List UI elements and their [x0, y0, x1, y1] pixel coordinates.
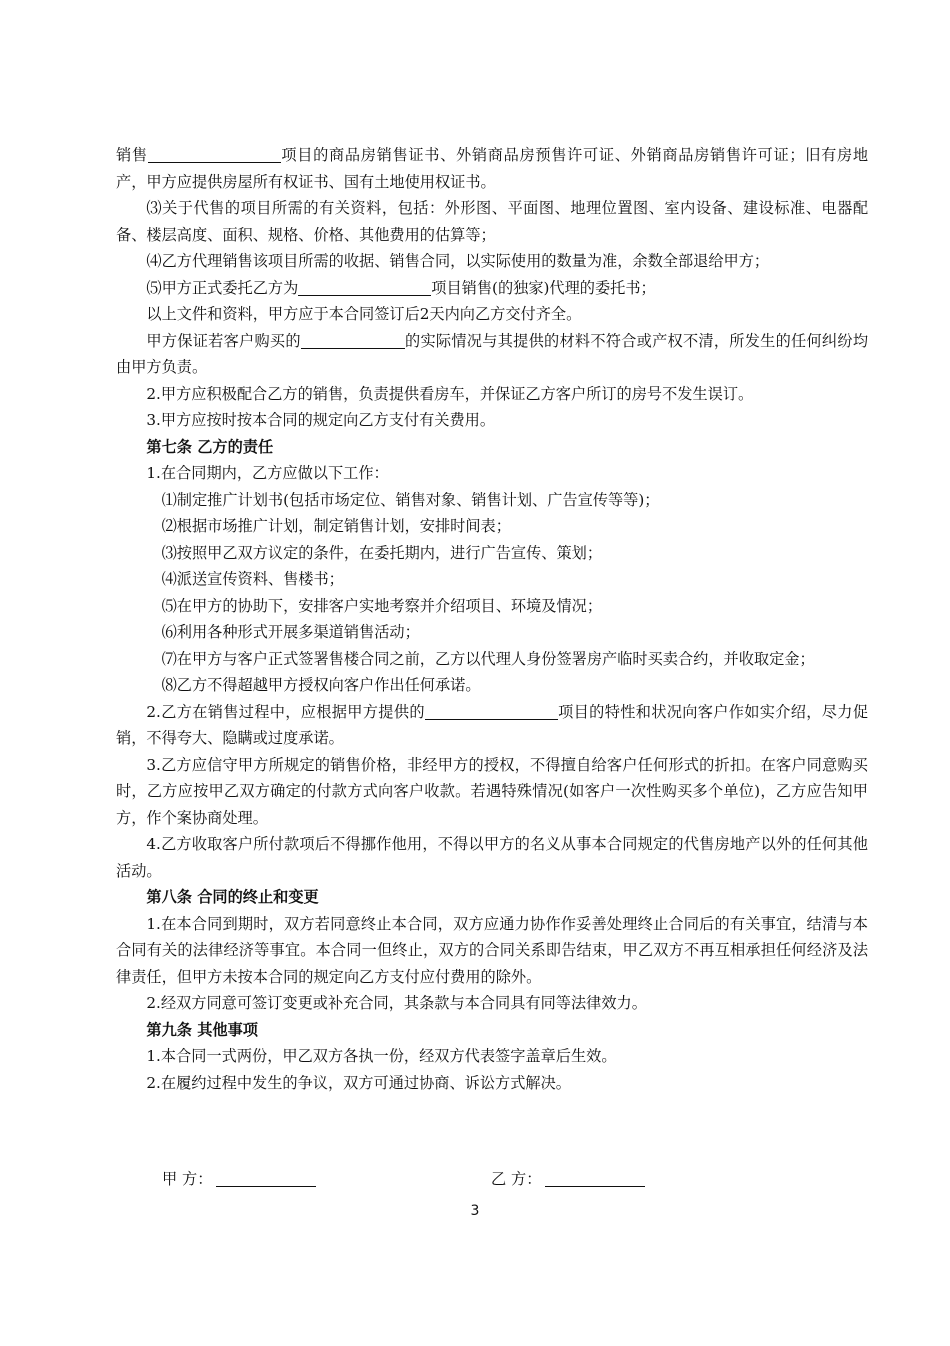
section-heading: 第八条 合同的终止和变更	[146, 888, 319, 906]
paragraph: 1.本合同一式两份，甲乙双方各执一份，经双方代表签字盖章后生效。	[146, 1047, 617, 1065]
signature-label: 甲 方：	[162, 1170, 213, 1188]
paragraph: 销售 项目的商品房销售证书、外销商品房预售许可证、外销商品房销售许可证；旧有房地产，甲方应提供房屋所有权证书、国有土地使用权证书。	[116, 146, 869, 191]
paragraph: 2.乙方在销售过程中，应根据甲方提供的 项目的特性和状况向客户作如实介绍，尽力促销，不得夸大、隐瞒或过度承诺。	[116, 702, 868, 747]
list-item: ⑷派送宣传资料、售楼书；	[161, 570, 344, 588]
fill-in-blank	[425, 701, 558, 720]
signature-party-b	[491, 1168, 645, 1190]
section-heading: 第九条 其他事项	[146, 1020, 258, 1039]
paragraph: 3.乙方应信守甲方所规定的销售价格，非经甲方的授权，不得擅自给客户任何形式的折扣。在客户同意购买时，乙方应按甲乙双方确定的付款方式向客户收款。若遇特殊情况(如客户一次性购买多个单位)，乙方应告知甲方，作个案协商处理。	[116, 755, 868, 827]
paragraph: ⑸甲方正式委托乙方为 项目销售(的独家)代理的委托书；	[146, 278, 656, 297]
page-number: 3	[470, 1203, 480, 1219]
paragraph: ⑶关于代售的项目所需的有关资料，包括：外形图、平面图、地理位置图、室内设备、建设标准、电器配备、楼层高度、面积、规格、价格、其他费用的估算等；	[116, 199, 868, 244]
paragraph: 3.甲方应按时按本合同的规定向乙方支付有关费用。	[146, 411, 496, 429]
signature-party-a	[162, 1168, 316, 1190]
document-body	[116, 142, 868, 1096]
paragraph: 甲方保证若客户购买的 的实际情况与其提供的材料不符合或产权不清，所发生的任何纠纷均由甲方负责。	[116, 331, 869, 376]
paragraph: 2.在履约过程中发生的争议，双方可通过协商、诉讼方式解决。	[146, 1073, 571, 1092]
list-item: ⑸在甲方的协助下，安排客户实地考察并介绍项目、环境及情况；	[161, 596, 603, 615]
paragraph: 2.经双方同意可签订变更或补充合同，其条款与本合同具有同等法律效力。	[146, 994, 647, 1012]
paragraph: 4.乙方收取客户所付款项后不得挪作他用，不得以甲方的名义从事本合同规定的代售房地产以外的任何其他活动。	[116, 835, 868, 880]
list-item: ⑵根据市场推广计划，制定销售计划，安排时间表；	[161, 517, 511, 535]
paragraph: 1.在合同期内，乙方应做以下工作：	[146, 464, 389, 482]
paragraph: 2.甲方应积极配合乙方的销售，负责提供看房车，并保证乙方客户所订的房号不发生误订。	[146, 384, 754, 403]
fill-in-blank	[301, 330, 405, 349]
fill-in-blank	[148, 144, 281, 163]
list-item: ⑴制定推广计划书(包括市场定位、销售对象、销售计划、广告宣传等等)；	[161, 490, 660, 509]
paragraph: 以上文件和资料，甲方应于本合同签订后2天内向乙方交付齐全。	[146, 305, 582, 323]
fill-in-blank	[298, 277, 431, 296]
list-item: ⑻乙方不得超越甲方授权向客户作出任何承诺。	[161, 676, 481, 694]
paragraph: ⑷乙方代理销售该项目所需的收据、销售合同，以实际使用的数量为准，余数全部退给甲方；	[146, 252, 770, 270]
paragraph: 1.在本合同到期时，双方若同意终止本合同，双方应通力协作作妥善处理终止合同后的有关事宜，结清与本合同有关的法律经济等事宜。本合同一但终止，双方的合同关系即告结束，甲乙双方不再互相承担任何经济及法律责任，但甲方未按本合同的规定向乙方支付应付费用的除外。	[116, 914, 868, 986]
signature-blank	[216, 1168, 316, 1187]
section-heading: 第七条 乙方的责任	[146, 437, 274, 456]
list-item: ⑹利用各种形式开展多渠道销售活动；	[161, 623, 420, 641]
list-item: ⑺在甲方与客户正式签署售楼合同之前，乙方以代理人身份签署房产临时买卖合约，并收取定金；	[161, 649, 815, 668]
list-item: ⑶按照甲乙双方议定的条件，在委托期内，进行广告宣传、策划；	[161, 543, 603, 562]
signature-blank	[545, 1168, 645, 1187]
signature-label: 乙 方：	[491, 1170, 542, 1188]
